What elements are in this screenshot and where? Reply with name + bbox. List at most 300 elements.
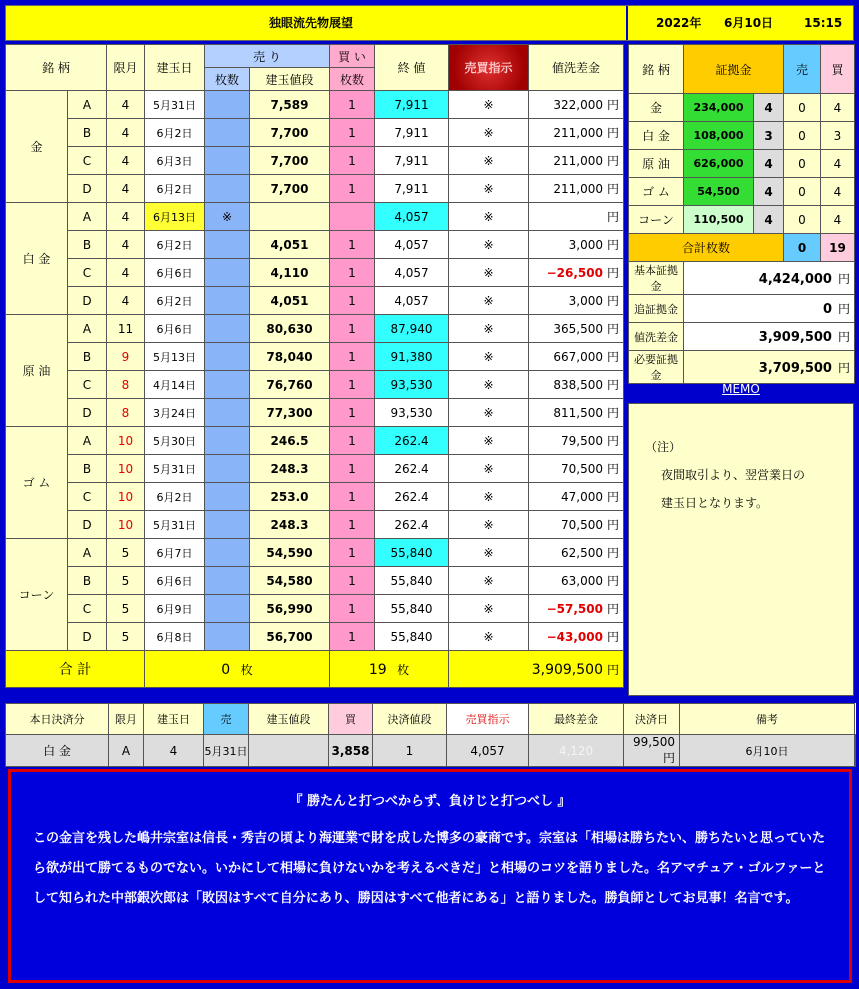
col-diff: 値洗差金 xyxy=(529,45,624,91)
col-signal: 売買指示 xyxy=(449,45,529,91)
yen-unit: 円 xyxy=(606,126,619,140)
close-price: 262.4 xyxy=(375,483,449,511)
sell-qty xyxy=(205,623,250,651)
open-price: 248.3 xyxy=(250,455,330,483)
contract-month: 5 xyxy=(107,539,145,567)
margin-row xyxy=(629,206,855,234)
close-price: 4,057 xyxy=(375,231,449,259)
signal-mark: ※ xyxy=(449,147,529,175)
yen-unit: 円 xyxy=(606,154,619,168)
memo-line-2: 建玉日となります。 xyxy=(661,496,769,510)
contract-code: D xyxy=(68,399,107,427)
close-price: 93,530 xyxy=(375,371,449,399)
sell-qty xyxy=(205,343,250,371)
close-price: 93,530 xyxy=(375,399,449,427)
buy-qty: 1 xyxy=(330,595,375,623)
contract-code: D xyxy=(68,511,107,539)
contract-month: 4 xyxy=(107,175,145,203)
side-col-margin: 証拠金 xyxy=(684,45,784,94)
diff-value xyxy=(529,343,624,371)
side-col-sell: 売 xyxy=(784,45,821,94)
open-date: 3月24日 xyxy=(145,399,205,427)
margin-total-label: 合計枚数 xyxy=(629,234,784,262)
margin-brand: 白 金 xyxy=(629,122,684,150)
close-price: 91,380 xyxy=(375,343,449,371)
yen-unit: 円 xyxy=(606,350,619,364)
contract-code: C xyxy=(68,259,107,287)
contract-month: 4 xyxy=(107,259,145,287)
contract-month: 4 xyxy=(107,203,145,231)
signal-mark: ※ xyxy=(449,427,529,455)
contract-code: C xyxy=(68,147,107,175)
signal-mark: ※ xyxy=(449,259,529,287)
margin-qty: 4 xyxy=(754,206,784,234)
diff-value xyxy=(529,511,624,539)
summary-label: 追証拠金 xyxy=(629,295,684,323)
close-price: 262.4 xyxy=(375,427,449,455)
open-price: 56,990 xyxy=(250,595,330,623)
margin-buy: 4 xyxy=(821,150,855,178)
yen-unit: 円 xyxy=(837,302,850,316)
open-date: 6月13日 xyxy=(145,203,205,231)
margin-buy: 4 xyxy=(821,94,855,122)
amount-value: 211,000 xyxy=(553,154,603,168)
contract-month: 5 xyxy=(107,595,145,623)
col-sell-qty: 枚数 xyxy=(205,68,250,91)
summary-label: 必要証拠金 xyxy=(629,351,684,384)
total-diff-value: 3,909,500 xyxy=(531,661,603,678)
margin-row xyxy=(629,150,855,178)
close-price: 7,911 xyxy=(375,175,449,203)
open-date: 5月31日 xyxy=(145,455,205,483)
yen-unit: 円 xyxy=(606,518,619,532)
col-open-price: 建玉値段 xyxy=(250,68,330,91)
contract-code: A xyxy=(68,427,107,455)
contract-code: A xyxy=(68,539,107,567)
header-time: 15:15 xyxy=(804,16,843,30)
diff-value xyxy=(529,623,624,651)
yen-unit: 円 xyxy=(606,630,619,644)
sell-qty: ※ xyxy=(205,203,250,231)
amount-value: 47,000 xyxy=(560,490,603,504)
memo-line-1: 夜間取引より、翌営業日の xyxy=(661,468,806,482)
contract-month: 10 xyxy=(107,455,145,483)
contract-month: 4 xyxy=(107,119,145,147)
buy-qty: 1 xyxy=(330,231,375,259)
contract-month: 8 xyxy=(107,371,145,399)
diff-value xyxy=(529,427,624,455)
table-row xyxy=(6,91,624,119)
diff-value xyxy=(529,315,624,343)
yen-unit: 円 xyxy=(606,98,619,112)
total-buy xyxy=(330,651,449,688)
header-date: 6月10日 xyxy=(724,16,774,30)
margin-sell: 0 xyxy=(784,150,821,178)
table-row xyxy=(6,203,624,231)
buy-qty: 1 xyxy=(330,287,375,315)
margin-amount: 108,000 xyxy=(684,122,754,150)
summary-label: 値洗差金 xyxy=(629,323,684,351)
buy-qty: 1 xyxy=(330,371,375,399)
amount-value: 667,000 xyxy=(553,350,603,364)
signal-mark: ※ xyxy=(449,91,529,119)
margin-qty: 4 xyxy=(754,94,784,122)
settlement-col-header: 決済値段 xyxy=(373,704,447,735)
settle-month: 4 xyxy=(144,735,204,767)
settlement-row xyxy=(6,735,856,767)
contract-month: 11 xyxy=(107,315,145,343)
amount-value: 70,500 xyxy=(560,462,603,476)
table-row xyxy=(6,455,624,483)
open-price: 7,700 xyxy=(250,119,330,147)
settlement-col-header: 売買指示 xyxy=(447,704,529,735)
settle-signal: 4,120 xyxy=(529,735,624,767)
summary-row xyxy=(629,323,855,351)
settle-price: 4,057 xyxy=(447,735,529,767)
open-price: 54,590 xyxy=(250,539,330,567)
signal-mark: ※ xyxy=(449,343,529,371)
margin-brand: 原 油 xyxy=(629,150,684,178)
open-date: 6月2日 xyxy=(145,231,205,259)
table-row xyxy=(6,175,624,203)
margin-total-sell: 0 xyxy=(784,234,821,262)
open-price: 248.3 xyxy=(250,511,330,539)
positions-table xyxy=(5,44,624,688)
total-label: 合 計 xyxy=(6,651,145,688)
amount-value: 211,000 xyxy=(553,126,603,140)
sell-qty xyxy=(205,427,250,455)
table-row xyxy=(6,259,624,287)
table-row xyxy=(6,539,624,567)
sell-qty xyxy=(205,483,250,511)
col-brand: 銘 柄 xyxy=(6,45,107,91)
open-price: 77,300 xyxy=(250,399,330,427)
table-row xyxy=(6,595,624,623)
contract-code: C xyxy=(68,371,107,399)
settle-open-date: 5月31日 xyxy=(204,735,249,767)
header-year: 2022年 xyxy=(656,16,702,30)
buy-qty: 1 xyxy=(330,427,375,455)
amount-value: 365,500 xyxy=(553,322,603,336)
settlement-header-row xyxy=(6,704,856,735)
amount-value: 811,500 xyxy=(553,406,603,420)
contract-month: 4 xyxy=(107,91,145,119)
signal-mark: ※ xyxy=(449,483,529,511)
sell-qty xyxy=(205,595,250,623)
yen-unit: 円 xyxy=(606,266,619,280)
margin-sell: 0 xyxy=(784,94,821,122)
yen-unit: 円 xyxy=(606,602,619,616)
margin-buy: 4 xyxy=(821,178,855,206)
total-row xyxy=(6,651,624,688)
side-col-buy: 買 xyxy=(821,45,855,94)
contract-month: 9 xyxy=(107,343,145,371)
signal-mark: ※ xyxy=(449,455,529,483)
open-price: 7,589 xyxy=(250,91,330,119)
margin-brand: 金 xyxy=(629,94,684,122)
settlement-table xyxy=(5,703,856,767)
summary-amount: 3,909,500 xyxy=(758,330,832,345)
settlement-col-header: 本日決済分 xyxy=(6,704,109,735)
contract-month: 4 xyxy=(107,147,145,175)
summary-value xyxy=(684,323,855,351)
buy-qty: 1 xyxy=(330,567,375,595)
settle-diff-value: 99,500 xyxy=(633,735,675,749)
col-open-date: 建玉日 xyxy=(145,45,205,91)
settle-open-price: 3,858 xyxy=(329,735,373,767)
diff-value xyxy=(529,371,624,399)
open-date: 5月13日 xyxy=(145,343,205,371)
header-bar xyxy=(5,5,854,41)
total-buy-unit: 枚 xyxy=(397,662,410,677)
margin-brand: ゴ ム xyxy=(629,178,684,206)
settle-diff xyxy=(624,735,680,767)
memo-header xyxy=(628,377,854,401)
brand-name: ゴ ム xyxy=(6,427,68,539)
contract-code: D xyxy=(68,623,107,651)
signal-mark: ※ xyxy=(449,175,529,203)
open-price: 76,760 xyxy=(250,371,330,399)
margin-sell: 0 xyxy=(784,122,821,150)
diff-value xyxy=(529,287,624,315)
sell-qty xyxy=(205,287,250,315)
table-row xyxy=(6,427,624,455)
header-divider xyxy=(626,6,628,40)
open-price: 246.5 xyxy=(250,427,330,455)
table-row xyxy=(6,371,624,399)
amount-value: −57,500 xyxy=(546,602,603,616)
settle-code: A xyxy=(109,735,144,767)
amount-value: 322,000 xyxy=(553,98,603,112)
open-date: 6月2日 xyxy=(145,287,205,315)
close-price: 7,911 xyxy=(375,147,449,175)
open-date: 6月3日 xyxy=(145,147,205,175)
sell-qty xyxy=(205,455,250,483)
close-price: 55,840 xyxy=(375,567,449,595)
open-price: 4,110 xyxy=(250,259,330,287)
sell-qty xyxy=(205,147,250,175)
total-sell xyxy=(145,651,330,688)
contract-month: 8 xyxy=(107,399,145,427)
close-price: 262.4 xyxy=(375,455,449,483)
open-date: 5月30日 xyxy=(145,427,205,455)
amount-value: −26,500 xyxy=(546,266,603,280)
quote-body: この金言を残した嶋井宗室は信長・秀吉の頃より海運業で財を成した博多の豪商です。宗室は「相場は勝ちたい、勝ちたいと思っていたら欲が出て勝てるものでない。いかにして相場に負けないかを考えるべきだ」と相場のコツを語りました。名アマチュア・ゴルファーとして知られた中部銀次郎は「敗因はすべて自分にあり、勝因はすべて他者にある」と語りました。勝負師としてお見事！名言です。 xyxy=(33,831,826,906)
signal-mark: ※ xyxy=(449,203,529,231)
open-date: 6月8日 xyxy=(145,623,205,651)
amount-value: 838,500 xyxy=(553,378,603,392)
settlement-col-header: 限月 xyxy=(109,704,144,735)
signal-mark: ※ xyxy=(449,511,529,539)
close-price: 4,057 xyxy=(375,203,449,231)
open-date: 6月2日 xyxy=(145,119,205,147)
table-row xyxy=(6,147,624,175)
signal-mark: ※ xyxy=(449,595,529,623)
margin-row xyxy=(629,122,855,150)
margin-qty: 3 xyxy=(754,122,784,150)
contract-code: B xyxy=(68,343,107,371)
margin-table xyxy=(628,44,855,384)
contract-code: B xyxy=(68,231,107,259)
contract-code: B xyxy=(68,567,107,595)
open-price: 253.0 xyxy=(250,483,330,511)
open-price: 54,580 xyxy=(250,567,330,595)
total-buy-qty: 19 xyxy=(368,661,387,678)
diff-value xyxy=(529,399,624,427)
table-row xyxy=(6,623,624,651)
signal-mark: ※ xyxy=(449,231,529,259)
open-price xyxy=(250,203,330,231)
buy-qty: 1 xyxy=(330,91,375,119)
close-price: 7,911 xyxy=(375,119,449,147)
buy-qty: 1 xyxy=(330,259,375,287)
margin-amount: 110,500 xyxy=(684,206,754,234)
signal-mark: ※ xyxy=(449,371,529,399)
signal-mark: ※ xyxy=(449,567,529,595)
signal-mark: ※ xyxy=(449,623,529,651)
signal-mark: ※ xyxy=(449,399,529,427)
margin-amount: 234,000 xyxy=(684,94,754,122)
total-sell-unit: 枚 xyxy=(240,662,253,677)
amount-value: 3,000 xyxy=(568,294,603,308)
summary-value xyxy=(684,295,855,323)
summary-row xyxy=(629,262,855,295)
table-row xyxy=(6,343,624,371)
open-price: 4,051 xyxy=(250,231,330,259)
open-price: 80,630 xyxy=(250,315,330,343)
signal-mark: ※ xyxy=(449,315,529,343)
summary-value xyxy=(684,262,855,295)
yen-unit: 円 xyxy=(837,271,850,286)
open-date: 6月6日 xyxy=(145,567,205,595)
contract-month: 10 xyxy=(107,511,145,539)
memo-panel xyxy=(628,403,854,696)
buy-qty: 1 xyxy=(330,539,375,567)
settlement-col-header: 建玉日 xyxy=(144,704,204,735)
diff-value xyxy=(529,119,624,147)
quote-box xyxy=(8,769,852,983)
diff-value xyxy=(529,595,624,623)
col-sell: 売 り xyxy=(205,45,330,68)
table-row xyxy=(6,567,624,595)
close-price: 4,057 xyxy=(375,287,449,315)
sell-qty xyxy=(205,91,250,119)
buy-qty xyxy=(330,203,375,231)
summary-amount: 3,709,500 xyxy=(758,360,832,376)
memo-note: （注） xyxy=(645,440,682,454)
contract-month: 5 xyxy=(107,567,145,595)
contract-code: B xyxy=(68,455,107,483)
table-row xyxy=(6,483,624,511)
brand-name: 白 金 xyxy=(6,203,68,315)
open-date: 6月7日 xyxy=(145,539,205,567)
open-date: 5月31日 xyxy=(145,511,205,539)
diff-value xyxy=(529,147,624,175)
quote-title: 『 勝たんと打つべからず、負けじと打つべし 』 xyxy=(289,794,571,809)
amount-value: 3,000 xyxy=(568,238,603,252)
diff-value xyxy=(529,231,624,259)
settle-note xyxy=(855,735,856,767)
buy-qty: 1 xyxy=(330,119,375,147)
signal-mark: ※ xyxy=(449,287,529,315)
open-price: 7,700 xyxy=(250,147,330,175)
diff-value xyxy=(529,203,624,231)
margin-sell: 0 xyxy=(784,206,821,234)
margin-buy: 3 xyxy=(821,122,855,150)
brand-name: 金 xyxy=(6,91,68,203)
yen-unit: 円 xyxy=(606,378,619,392)
sell-qty xyxy=(205,259,250,287)
sell-qty xyxy=(205,371,250,399)
margin-amount: 54,500 xyxy=(684,178,754,206)
settlement-col-header: 建玉値段 xyxy=(249,704,329,735)
yen-unit: 円 xyxy=(606,434,619,448)
contract-code: A xyxy=(68,91,107,119)
margin-total-row xyxy=(629,234,855,262)
yen-unit: 円 xyxy=(606,322,619,336)
memo-link[interactable]: MEMO xyxy=(722,382,760,396)
sell-qty xyxy=(205,231,250,259)
yen-unit: 円 xyxy=(662,751,675,765)
yen-unit: 円 xyxy=(837,330,850,344)
total-diff xyxy=(449,651,624,688)
settle-buy: 1 xyxy=(373,735,447,767)
sell-qty xyxy=(205,539,250,567)
col-buy: 買 い xyxy=(330,45,375,68)
yen-unit: 円 xyxy=(606,662,619,677)
amount-value: −43,000 xyxy=(546,630,603,644)
settlement-col-header: 備考 xyxy=(680,704,855,735)
margin-row xyxy=(629,178,855,206)
sell-qty xyxy=(205,175,250,203)
open-date: 6月2日 xyxy=(145,175,205,203)
amount-value: 70,500 xyxy=(560,518,603,532)
contract-month: 4 xyxy=(107,287,145,315)
amount-value: 62,500 xyxy=(560,546,603,560)
diff-value xyxy=(529,483,624,511)
table-row xyxy=(6,315,624,343)
contract-month: 5 xyxy=(107,623,145,651)
brand-name: 原 油 xyxy=(6,315,68,427)
buy-qty: 1 xyxy=(330,175,375,203)
yen-unit: 円 xyxy=(606,210,619,224)
summary-row xyxy=(629,295,855,323)
summary-amount: 0 xyxy=(822,302,832,317)
open-date: 6月6日 xyxy=(145,259,205,287)
open-date: 6月9日 xyxy=(145,595,205,623)
margin-total-buy: 19 xyxy=(821,234,855,262)
diff-value xyxy=(529,567,624,595)
settle-brand: 白 金 xyxy=(6,735,109,767)
col-close: 終 値 xyxy=(375,45,449,91)
sell-qty xyxy=(205,567,250,595)
buy-qty: 1 xyxy=(330,147,375,175)
contract-code: D xyxy=(68,175,107,203)
yen-unit: 円 xyxy=(606,406,619,420)
diff-value xyxy=(529,175,624,203)
settlement-col-header: 最終差金 xyxy=(529,704,624,735)
summary-label: 基本証拠金 xyxy=(629,262,684,295)
contract-code: D xyxy=(68,287,107,315)
yen-unit: 円 xyxy=(606,462,619,476)
close-price: 55,840 xyxy=(375,623,449,651)
yen-unit: 円 xyxy=(606,490,619,504)
sell-qty xyxy=(205,119,250,147)
table-row xyxy=(6,399,624,427)
buy-qty: 1 xyxy=(330,315,375,343)
side-col-brand: 銘 柄 xyxy=(629,45,684,94)
contract-code: C xyxy=(68,483,107,511)
